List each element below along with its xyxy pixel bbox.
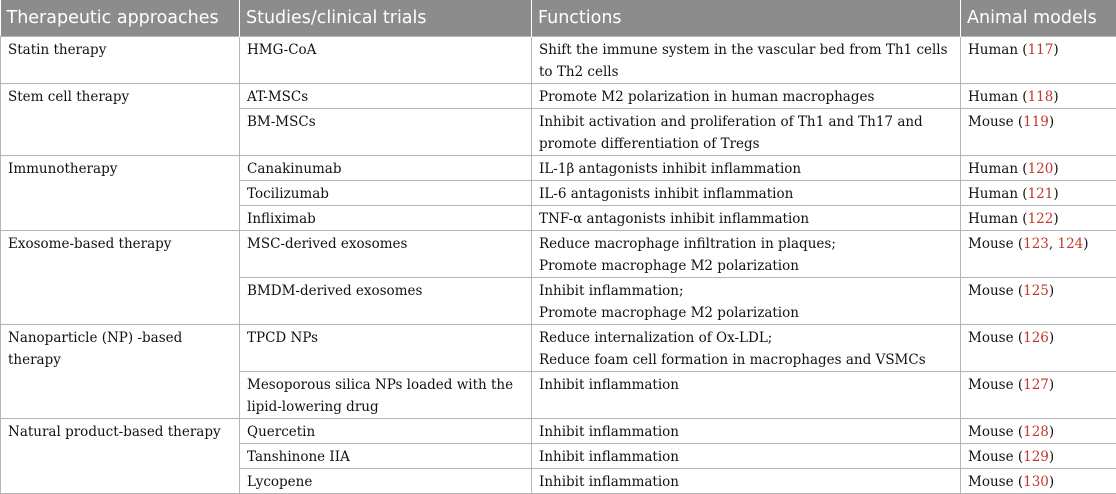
animal-model-cell: Mouse (125) <box>961 278 1116 325</box>
function-line: Promote macrophage M2 polarization <box>539 302 953 324</box>
function-line: Inhibit inflammation <box>539 421 953 443</box>
header-functions: Functions <box>532 0 961 37</box>
header-studies: Studies/clinical trials <box>240 0 532 37</box>
study-cell: Tocilizumab <box>240 181 532 206</box>
function-line: Inhibit inflammation <box>539 446 953 468</box>
function-line: Reduce foam cell formation in macrophages and VSMCs <box>539 349 953 371</box>
reference-link[interactable]: 127 <box>1023 377 1049 393</box>
table-row <box>1 37 1116 84</box>
study-cell: BM-MSCs <box>240 109 532 156</box>
model-label: Mouse <box>968 474 1014 490</box>
functions-cell <box>532 206 961 231</box>
animal-model-cell: Human (118) <box>961 84 1116 109</box>
animal-model-cell: Mouse (130) <box>961 469 1116 494</box>
animal-model-cell: Mouse (128) <box>961 419 1116 444</box>
table-body <box>1 37 1116 494</box>
function-line: Inhibit inflammation; <box>539 280 953 302</box>
animal-model-cell: Mouse (126) <box>961 325 1116 372</box>
study-cell: HMG-CoA <box>240 37 532 84</box>
study-cell: Infliximab <box>240 206 532 231</box>
reference-link[interactable]: 130 <box>1023 474 1049 490</box>
approach-cell: Statin therapy <box>1 37 240 84</box>
header-animal-models: Animal models <box>961 0 1116 37</box>
approach-cell: Immunotherapy <box>1 156 240 231</box>
animal-model-cell: Human (117) <box>961 37 1116 84</box>
study-cell: Quercetin <box>240 419 532 444</box>
header-row <box>1 0 1116 37</box>
animal-model-cell: Human (122) <box>961 206 1116 231</box>
animal-model-cell: Mouse (127) <box>961 372 1116 419</box>
animal-model-cell: Mouse (119) <box>961 109 1116 156</box>
reference-link[interactable]: 126 <box>1023 330 1049 346</box>
reference-link[interactable]: 120 <box>1028 161 1054 177</box>
model-label: Mouse <box>968 330 1014 346</box>
approach-cell: Nanoparticle (NP) -based therapy <box>1 325 240 419</box>
reference-link[interactable]: 117 <box>1028 42 1054 58</box>
reference-link[interactable]: 119 <box>1023 114 1049 130</box>
study-cell: TPCD NPs <box>240 325 532 372</box>
functions-cell <box>532 325 961 372</box>
model-label: Mouse <box>968 377 1014 393</box>
function-line: Reduce internalization of Ox-LDL; <box>539 327 953 349</box>
reference-link[interactable]: 122 <box>1028 211 1054 227</box>
functions-cell <box>532 278 961 325</box>
functions-cell <box>532 372 961 419</box>
reference-link[interactable]: 125 <box>1023 283 1049 299</box>
table-row <box>1 231 1116 278</box>
reference-link[interactable]: 129 <box>1023 449 1049 465</box>
study-cell: BMDM-derived exosomes <box>240 278 532 325</box>
functions-cell <box>532 444 961 469</box>
reference-link[interactable]: 118 <box>1028 89 1054 105</box>
study-cell: Canakinumab <box>240 156 532 181</box>
functions-cell <box>532 231 961 278</box>
study-cell: Lycopene <box>240 469 532 494</box>
study-cell: Tanshinone IIA <box>240 444 532 469</box>
header-approaches: Therapeutic approaches <box>1 0 240 37</box>
function-line: Shift the immune system in the vascular bed from Th1 cells to Th2 cells <box>539 39 953 83</box>
animal-model-cell: Human (121) <box>961 181 1116 206</box>
function-line: TNF-α antagonists inhibit inflammation <box>539 208 953 230</box>
model-label: Mouse <box>968 283 1014 299</box>
functions-cell <box>532 109 961 156</box>
animal-model-cell: Human (120) <box>961 156 1116 181</box>
approach-cell: Stem cell therapy <box>1 84 240 156</box>
functions-cell <box>532 156 961 181</box>
function-line: Reduce macrophage infiltration in plaques; <box>539 233 953 255</box>
table-row <box>1 156 1116 181</box>
function-line: Inhibit inflammation <box>539 374 953 396</box>
function-line: IL-1β antagonists inhibit inflammation <box>539 158 953 180</box>
model-label: Mouse <box>968 114 1014 130</box>
model-label: Human <box>968 211 1018 227</box>
table-row <box>1 419 1116 444</box>
model-label: Human <box>968 161 1018 177</box>
study-cell: Mesoporous silica NPs loaded with the lipid-lowering drug <box>240 372 532 419</box>
model-label: Mouse <box>968 236 1014 252</box>
function-line: Inhibit activation and proliferation of Th1 and Th17 and promote differentiation of Tregs <box>539 111 953 155</box>
functions-cell <box>532 181 961 206</box>
function-line: IL-6 antagonists inhibit inflammation <box>539 183 953 205</box>
functions-cell <box>532 84 961 109</box>
function-line: Promote macrophage M2 polarization <box>539 255 953 277</box>
model-label: Mouse <box>968 424 1014 440</box>
model-label: Mouse <box>968 449 1014 465</box>
functions-cell <box>532 37 961 84</box>
study-cell: AT-MSCs <box>240 84 532 109</box>
function-line: Promote M2 polarization in human macrophages <box>539 86 953 108</box>
reference-link[interactable]: 124 <box>1058 236 1084 252</box>
function-line: Inhibit inflammation <box>539 471 953 493</box>
model-label: Human <box>968 89 1018 105</box>
reference-link[interactable]: 123 <box>1023 236 1049 252</box>
animal-model-cell: Mouse (129) <box>961 444 1116 469</box>
table-row <box>1 325 1116 372</box>
reference-link[interactable]: 121 <box>1028 186 1054 202</box>
animal-model-cell: Mouse (123, 124) <box>961 231 1116 278</box>
reference-link[interactable]: 128 <box>1023 424 1049 440</box>
table-row <box>1 84 1116 109</box>
functions-cell <box>532 419 961 444</box>
approach-cell: Natural product-based therapy <box>1 419 240 494</box>
approach-cell: Exosome-based therapy <box>1 231 240 325</box>
study-cell: MSC-derived exosomes <box>240 231 532 278</box>
model-label: Human <box>968 42 1018 58</box>
model-label: Human <box>968 186 1018 202</box>
